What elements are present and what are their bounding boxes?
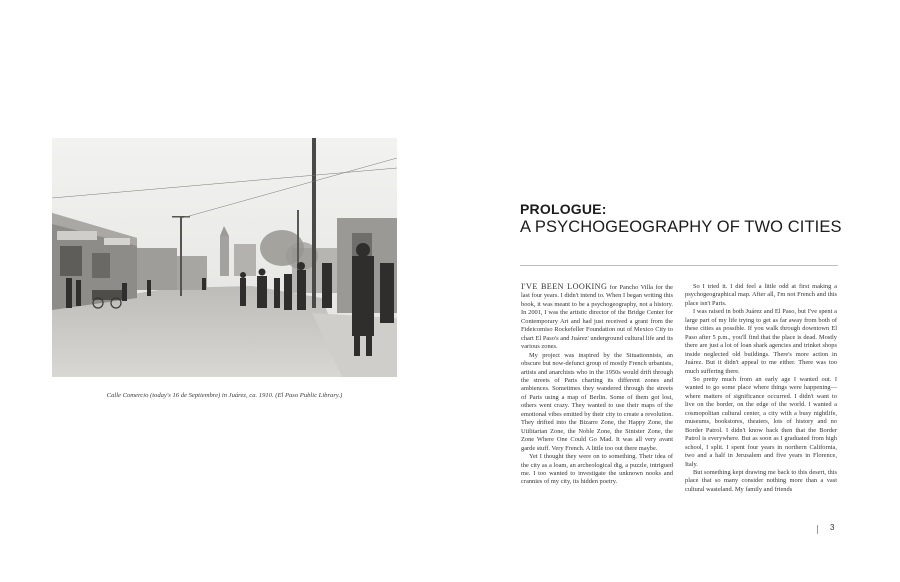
opening-small-caps: I'VE BEEN LOOKING <box>521 282 608 291</box>
street-scene-illustration <box>52 138 397 377</box>
page-number: 3 <box>830 523 835 532</box>
chapter-heading <box>520 201 842 237</box>
chapter-kicker: PROLOGUE: <box>520 201 607 217</box>
body-column-left <box>521 283 673 487</box>
paragraph-text: for Pancho Villa for the last four years. I didn't intend to. When I began writing this book, it was meant to be a psychogeography, not a history. In 2001, I was the artistic director of the Bridge Center for Contemporary Art and had just received a grant from the Fideicomiso Rockefeller Foundation out of Mexico City to chart El Paso's and Juárez' underground cultural life and its various zones. <box>521 284 673 351</box>
chapter-title: A PSYCHOGEOGRAPHY OF TWO CITIES <box>520 218 842 236</box>
heading-divider <box>520 265 838 266</box>
body-paragraph: Yet I thought they were on to something. Their idea of the city as a loam, an archeological dig, a puzzle, intrigued me. I too wanted to investigate the unknown nooks and crannies of my city, its hidden poetry. <box>521 453 673 486</box>
photo-caption: Calle Comercio (today's 16 de Septiembre) in Juárez, ca. 1910. (El Paso Public Library.) <box>106 392 343 399</box>
body-paragraph: So I tried it. I did feel a little odd at first making a psychogeographical map. After all, I'm not French and this place isn't Paris. <box>685 283 837 307</box>
body-paragraph: But something kept drawing me back to this desert, this place that so many consider nothing more than a vast cultural wasteland. My family and friends <box>685 468 837 493</box>
body-paragraph <box>521 283 673 352</box>
archival-street-photo <box>52 138 397 377</box>
body-paragraph: My project was inspired by the Situationnists, an obscure but now-defunct group of mostly French urbanists, artists and anarchists who in the 1950s would drift through the streets of Paris charting its different zones and ambiences. Sometimes they wandered through the streets of Paris using a map of Berlin. Some of them got lost, others went crazy. They wanted to use their maps of the emotional vibes emitted by their city to create a revolution. They drifted into the Bizarre Zone, the Happy Zone, the Utilitarian Zone, the Noble Zone, the Sinister Zone, the Zone Where One Could Go Mad. It was all very avant garde stuff. Very French. A little too out there maybe. <box>521 351 673 452</box>
body-column-right <box>685 283 837 494</box>
page-number-divider <box>817 525 818 534</box>
body-paragraph: So pretty much from an early age I wanted out. I wanted to go some place where things were happening—where matters of significance occurred. I didn't want to live on the border, on the edge of the world. I wanted a cosmopolitan cultural center, a city with a busy nightlife, museums, bookstores, theaters, lots of history and no Border Patrol. I didn't know back then that the Border Patrol is everywhere. But as soon as I graduated from high school, I split. I spent four years in northern California, two and a half in Jerusalem and five years in Florence, Italy. <box>685 375 837 468</box>
body-paragraph: I was raised in both Juárez and El Paso, but I've spent a large part of my life trying to get as far away from both of these cities as possible. If you walk through downtown El Paso after 5 p.m., you'll find that the place is dead. Mostly there are just a lot of loan shark agencies and trinket shops inside neglected old buildings. There's more action in Juárez. But it didn't appeal to me either. There was too much suffering there. <box>685 308 837 375</box>
